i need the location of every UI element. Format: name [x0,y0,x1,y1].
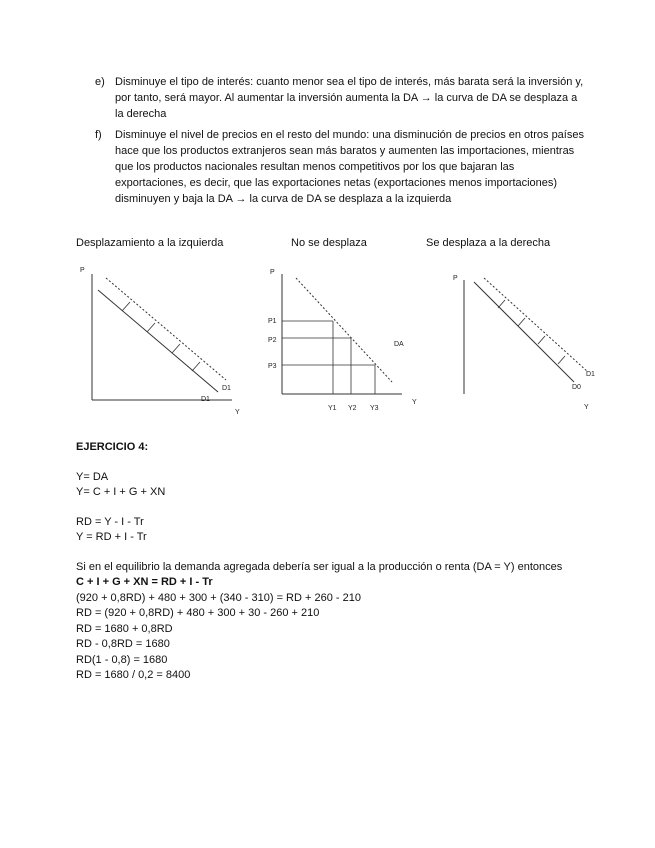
equation-line: Y = RD + I - Tr [76,531,147,543]
equation-line: RD(1 - 0,8) = 1680 [76,653,168,666]
list-item-f [95,127,585,207]
axis-p-label: P [80,267,85,274]
curve-da [296,278,392,382]
caption-left: Desplazamiento a la izquierda [76,237,224,249]
exercise-title: EJERCICIO 4: [76,441,149,453]
shift-arrows [498,300,565,364]
curve-d1 [484,278,588,372]
caption-middle: No se desplaza [291,237,367,249]
paragraph: Si en el equilibrio la demanda agregada debería ser igual a la producción o renta (DA = Y) entonces [76,560,563,573]
axis-y-label: Y [235,409,240,416]
axis-p-label: P [453,275,458,282]
equation-line-bold: C + I + G + XN = RD + I - Tr [76,576,213,588]
curve-d0 [106,278,226,380]
price-label-p2: P2 [268,337,277,344]
equation-line: RD - 0,8RD = 1680 [76,638,170,650]
graph-shift-right [448,268,608,418]
graph-shift-left [70,262,250,420]
curve-d0 [474,282,574,382]
list-text: Disminuye el tipo de interés: cuanto menor sea el tipo de interés, más barata será la inversión y, por tanto, será mayor. Al aumentar la inversión aumenta la DA → la curva de DA se desplaza a la derecha [115,76,584,120]
curve-label-da: DA [394,341,404,348]
list-item-e [95,74,585,122]
curve-label-d1-lower: D1 [201,396,210,403]
ejercicio-4 [76,440,576,684]
equation-line: RD = 1680 + 0,8RD [76,622,173,635]
equation-line: RD = 1680 / 0,2 = 8400 [76,669,191,681]
output-label-y1: Y1 [328,405,337,412]
price-label-p1: P1 [268,318,277,325]
price-label-p3: P3 [268,363,277,370]
axis-y-label: Y [584,404,589,411]
equation-line: Y= C + I + G + XN [76,486,166,498]
list-marker: e) [95,76,105,88]
axis-y-label: Y [412,399,417,406]
equation-line: RD = Y - I - Tr [76,515,144,528]
axis-p-label: P [270,269,275,276]
list-text: Disminuye el nivel de precios en el resto del mundo: una disminución de precios en otros países hace que los productos extranjeros sean más baratos y aumenten las importaciones, mientras que los productos nacionales resultan menos competitivos por los que bajaran las exportaciones, es decir, que las exportaciones netas (exportaciones menos importaciones) disminuyen y baja la DA → la curva de DA se desplaza a la izquierda [115,129,584,205]
equation-line: Y= DA [76,470,109,483]
graph-no-shift [262,262,432,420]
caption-right: Se desplaza a la derecha [426,237,551,249]
bullet-list [95,74,585,212]
list-marker: f) [95,129,102,141]
curve-d1 [98,290,218,392]
equation-line: (920 + 0,8RD) + 480 + 300 + (340 - 310) = RD + 260 - 210 [76,591,361,604]
curve-label-d1: D1 [586,371,595,378]
curve-label-d1: D1 [222,385,231,392]
output-label-y3: Y3 [370,405,379,412]
equation-line: RD = (920 + 0,8RD) + 480 + 300 + 30 - 260 + 210 [76,607,320,619]
curve-label-d0: D0 [572,384,581,391]
shift-arrows [122,302,200,371]
output-label-y2: Y2 [348,405,357,412]
projection-lines [282,321,375,394]
